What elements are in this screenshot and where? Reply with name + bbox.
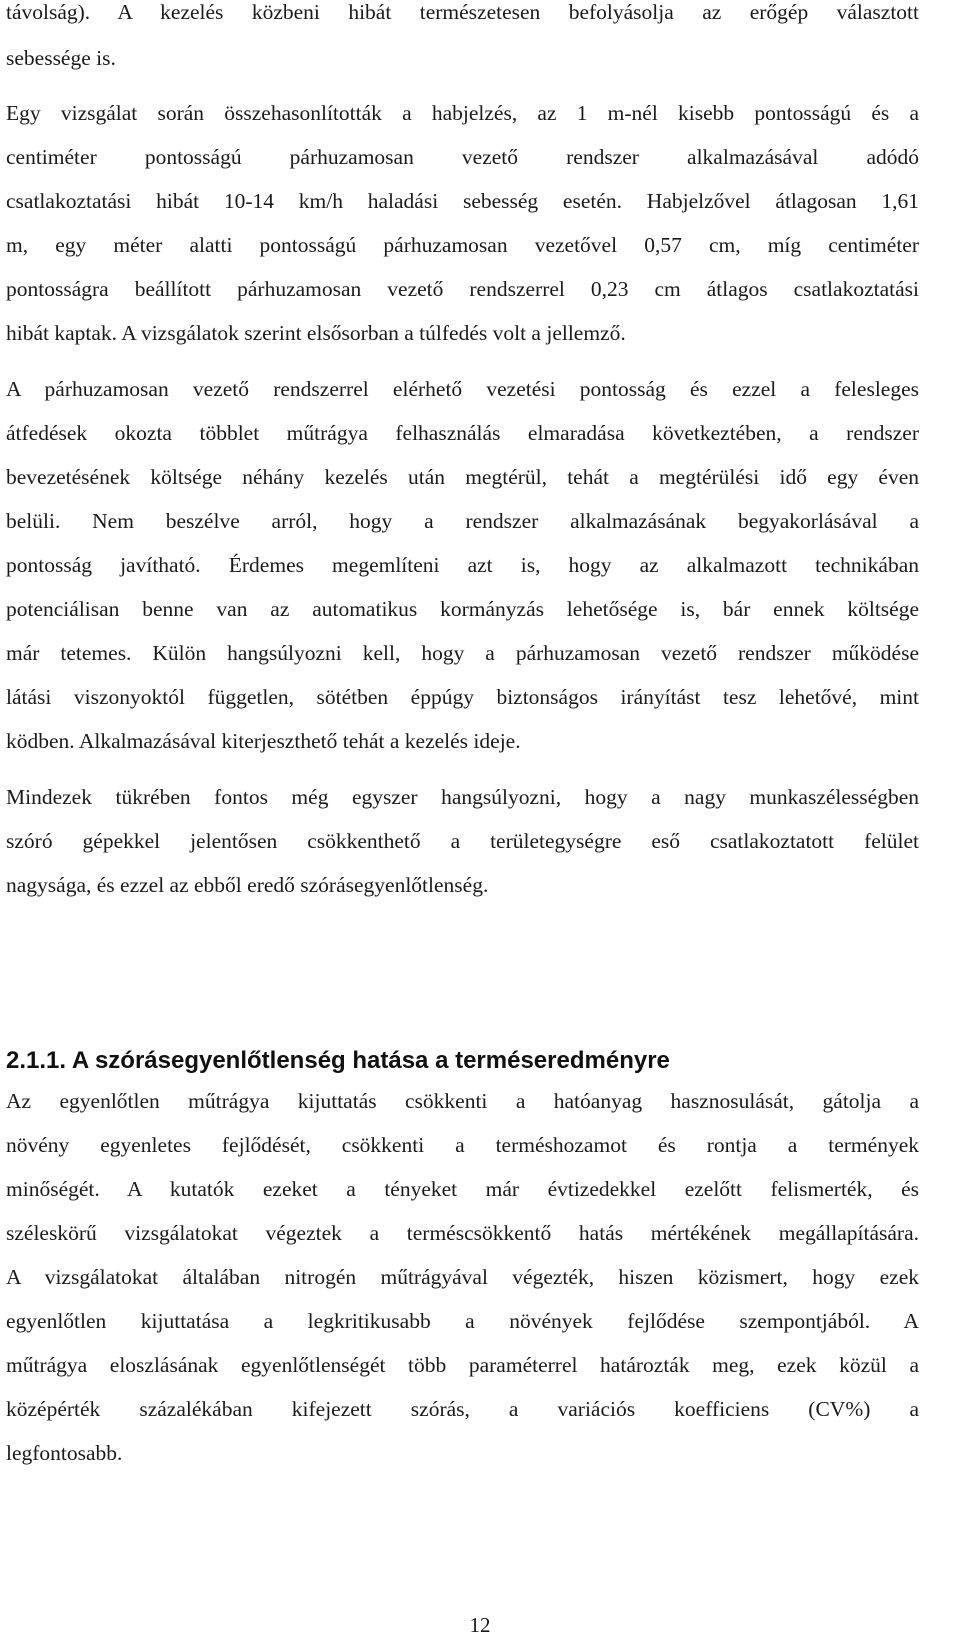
text-line: egyenlőtlen kijuttatása a legkritikusabb a növények fejlődése szempontjából. A (6, 1309, 919, 1333)
text-line: átfedések okozta többlet műtrágya felhasználás elmaradása következtében, a rendszer (6, 421, 919, 445)
text-line: szóró gépekkel jelentősen csökkenthető a területegységre eső csatlakoztatott felület (6, 829, 919, 853)
text-line: legfontosabb. (6, 1441, 123, 1465)
text-line: minőségét. A kutatók ezeket a tényeket már évtizedekkel ezelőtt felismerték, és (6, 1177, 919, 1201)
text-line: hibát kaptak. A vizsgálatok szerint elsősorban a túlfedés volt a jellemző. (6, 321, 626, 345)
text-line: pontosságra beállított párhuzamosan vezető rendszerrel 0,23 cm átlagos csatlakoztatási (6, 277, 919, 301)
text-line: ködben. Alkalmazásával kiterjeszthető tehát a kezelés ideje. (6, 729, 521, 753)
text-line: centiméter pontosságú párhuzamosan vezető rendszer alkalmazásával adódó (6, 145, 919, 169)
section-heading (6, 1046, 670, 1076)
text-line: nagysága, és ezzel az ebből eredő szórásegyenlőtlenség. (6, 873, 489, 897)
text-line: látási viszonyoktól független, sötétben éppúgy biztonságos irányítást tesz lehetővé, mint (6, 685, 919, 709)
text-line: sebessége is. (6, 46, 116, 70)
text-line: bevezetésének költsége néhány kezelés után megtérül, tehát a megtérülési idő egy éven (6, 465, 919, 489)
text-line: m, egy méter alatti pontosságú párhuzamosan vezetővel 0,57 cm, míg centiméter (6, 233, 919, 257)
text-line: már tetemes. Külön hangsúlyozni kell, hogy a párhuzamosan vezető rendszer működése (6, 641, 919, 665)
text-line: A vizsgálatokat általában nitrogén műtrágyával végezték, hiszen közismert, hogy ezek (6, 1265, 919, 1289)
text-line: potenciálisan benne van az automatikus kormányzás lehetősége is, bár ennek költsége (6, 597, 919, 621)
page-number: 12 (469, 1613, 491, 1637)
text-line: pontosság javítható. Érdemes megemlíteni azt is, hogy az alkalmazott technikában (6, 553, 919, 577)
text-line: Mindezek tükrében fontos még egyszer hangsúlyozni, hogy a nagy munkaszélességben (6, 785, 919, 809)
section-number: 2.1.1. (6, 1047, 67, 1074)
text-line: középérték százalékában kifejezett szórás, a variációs koefficiens (CV%) a (6, 1397, 919, 1421)
section-title: A szórásegyenlőtlenség hatása a terméseredményre (71, 1047, 670, 1074)
text-line: csatlakoztatási hibát 10-14 km/h haladási sebesség esetén. Habjelzővel átlagosan 1,61 (6, 189, 919, 213)
text-line: széleskörű vizsgálatokat végeztek a terméscsökkentő hatás mértékének megállapítására. (6, 1221, 919, 1245)
text-line: belüli. Nem beszélve arról, hogy a rendszer alkalmazásának begyakorlásával a (6, 509, 919, 533)
text-line: növény egyenletes fejlődését, csökkenti a terméshozamot és rontja a termények (6, 1133, 919, 1157)
text-line: Egy vizsgálat során összehasonlították a habjelzés, az 1 m-nél kisebb pontosságú és a (6, 101, 919, 125)
text-line: A párhuzamosan vezető rendszerrel elérhető vezetési pontosság és ezzel a felesleges (6, 377, 919, 401)
text-line: távolság). A kezelés közbeni hibát természetesen befolyásolja az erőgép választott (6, 0, 919, 24)
text-line: műtrágya eloszlásának egyenlőtlenségét több paraméterrel határozták meg, ezek közül a (6, 1353, 919, 1377)
text-line: Az egyenlőtlen műtrágya kijuttatás csökkenti a hatóanyag hasznosulását, gátolja a (6, 1089, 919, 1113)
